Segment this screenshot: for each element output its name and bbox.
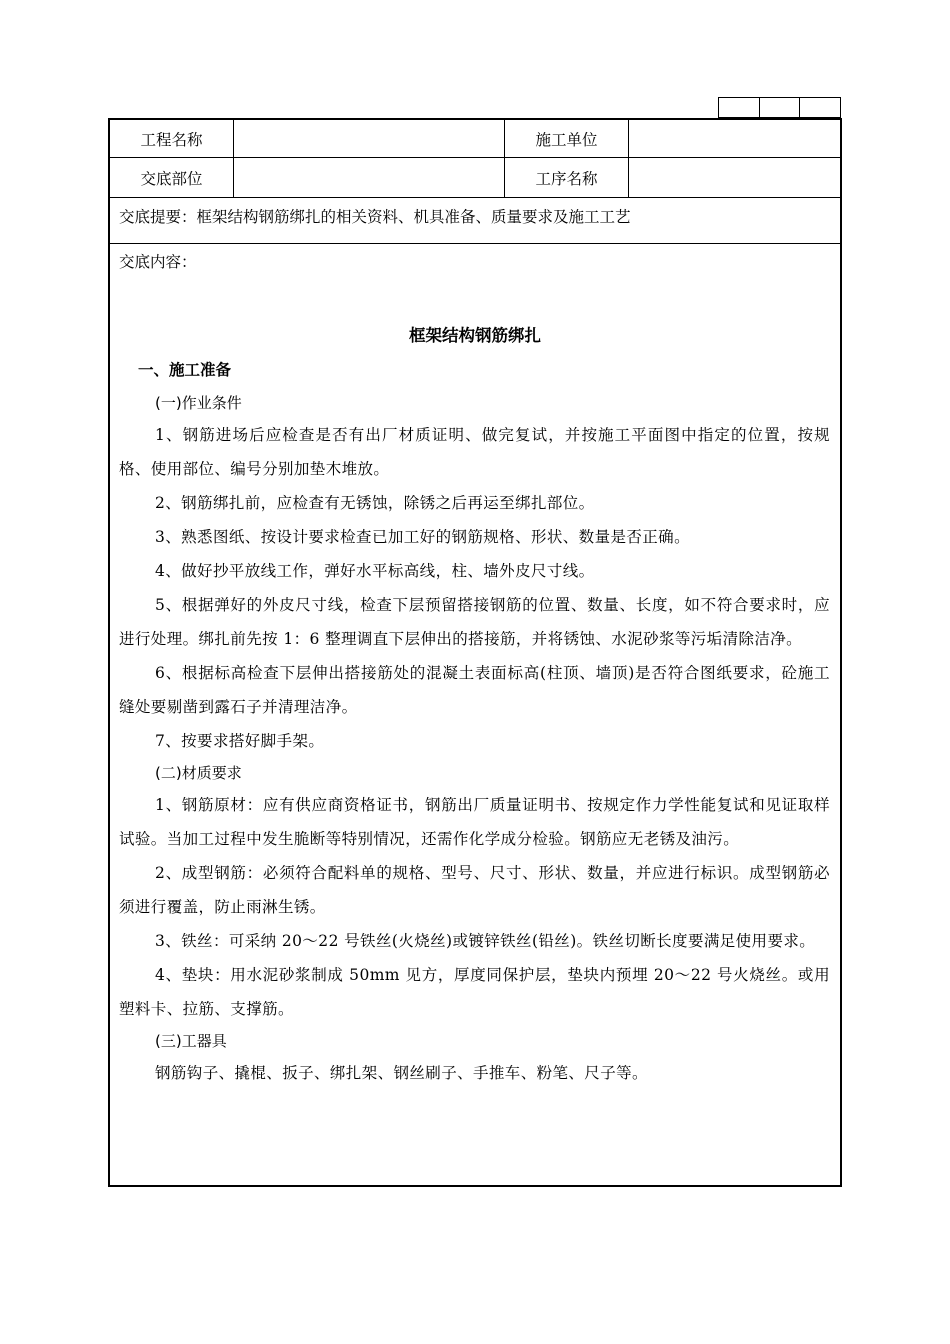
paragraph: 1、钢筋进场后应检查是否有出厂材质证明、做完复试，并按施工平面图中指定的位置，按规格、使用部位、编号分别加垫木堆放。 bbox=[119, 426, 830, 478]
paragraph: 4、做好抄平放线工作，弹好水平标高线，柱、墙外皮尺寸线。 bbox=[155, 562, 595, 580]
document-code-box bbox=[718, 97, 841, 118]
project-name-field[interactable] bbox=[234, 120, 505, 157]
summary-text: 框架结构钢筋绑扎的相关资料、机具准备、质量要求及施工工艺 bbox=[196, 208, 631, 226]
construction-unit-label: 施工单位 bbox=[505, 120, 629, 157]
paragraph: 钢筋钩子、撬棍、扳子、绑扎架、钢丝刷子、手推车、粉笔、尺子等。 bbox=[155, 1064, 648, 1082]
summary-label: 交底提要： bbox=[119, 208, 197, 226]
code-cell bbox=[800, 98, 840, 117]
paragraph: 6、根据标高检查下层伸出搭接筋处的混凝土表面标高(柱顶、墙顶)是否符合图纸要求，砼施工缝处要剔凿到露石子并清理洁净。 bbox=[119, 664, 830, 716]
document-title: 框架结构钢筋绑扎 bbox=[409, 326, 541, 345]
construction-unit-field[interactable] bbox=[629, 120, 840, 157]
form-row-summary bbox=[110, 198, 840, 244]
form-row-content bbox=[110, 244, 840, 1185]
handover-part-label: 交底部位 bbox=[110, 158, 234, 197]
process-name-field[interactable] bbox=[629, 158, 840, 197]
content-body bbox=[119, 354, 830, 1090]
paragraph: 3、熟悉图纸、按设计要求检查已加工好的钢筋规格、形状、数量是否正确。 bbox=[155, 528, 690, 546]
form-row-project bbox=[110, 120, 840, 158]
paragraph: 4、垫块：用水泥砂浆制成 50mm 见方，厚度同保护层，垫块内预埋 20～22 号火烧丝。或用塑料卡、拉筋、支撑筋。 bbox=[119, 966, 830, 1018]
code-cell bbox=[719, 98, 760, 117]
code-cell bbox=[760, 98, 801, 117]
paragraph: 2、钢筋绑扎前，应检查有无锈蚀，除锈之后再运至绑扎部位。 bbox=[155, 494, 595, 512]
subsection-heading: (一)作业条件 bbox=[155, 394, 242, 412]
section-heading: 一、施工准备 bbox=[138, 361, 232, 379]
paragraph: 1、钢筋原材：应有供应商资格证书，钢筋出厂质量证明书、按规定作力学性能复试和见证取样试验。当加工过程中发生脆断等特别情况，还需作化学成分检验。钢筋应无老锈及油污。 bbox=[119, 796, 830, 848]
handover-form bbox=[108, 118, 842, 1187]
paragraph: 5、根据弹好的外皮尺寸线，检查下层预留搭接钢筋的位置、数量、长度，如不符合要求时，应进行处理。绑扎前先按 1：6 整理调直下层伸出的搭接筋，并将锈蚀、水泥砂浆等污垢清除洁净。 bbox=[119, 596, 830, 648]
handover-part-field[interactable] bbox=[234, 158, 505, 197]
subsection-heading: (三)工器具 bbox=[155, 1032, 227, 1050]
paragraph: 2、成型钢筋：必须符合配料单的规格、型号、尺寸、形状、数量，并应进行标识。成型钢筋必须进行覆盖，防止雨淋生锈。 bbox=[119, 864, 830, 916]
paragraph: 7、按要求搭好脚手架。 bbox=[155, 732, 325, 750]
project-name-label: 工程名称 bbox=[110, 120, 234, 157]
content-label: 交底内容： bbox=[119, 253, 197, 271]
summary bbox=[119, 205, 631, 227]
form-row-part bbox=[110, 158, 840, 198]
process-name-label: 工序名称 bbox=[505, 158, 629, 197]
subsection-heading: (二)材质要求 bbox=[155, 764, 242, 782]
paragraph: 3、铁丝：可采纳 20～22 号铁丝(火烧丝)或镀锌铁丝(铅丝)。铁丝切断长度要满足使用要求。 bbox=[155, 932, 816, 950]
